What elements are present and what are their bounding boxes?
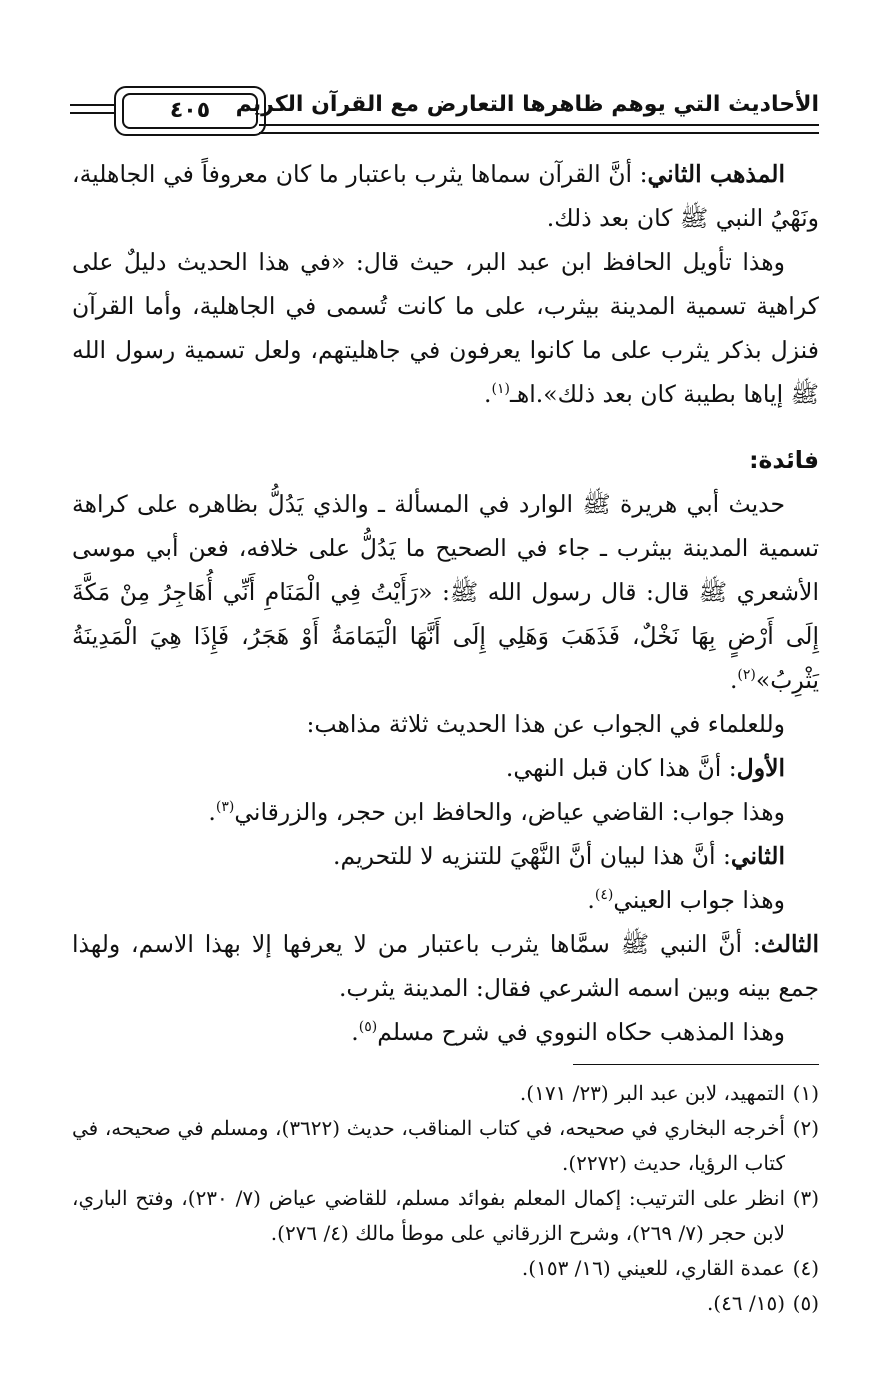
second-view [72,834,819,878]
paragraph-end: . [351,1018,359,1046]
footnote-5 [72,1286,819,1321]
first-view-label: الأول [736,754,785,782]
footnote-3 [72,1181,819,1251]
header-rule [259,124,819,134]
footnote-ref-1[interactable]: (١) [491,381,510,398]
second-view-answer [72,878,819,922]
third-view-text: : أنَّ النبي ﷺ سمَّاها يثرب باعتبار من لا يعرفها إلا بهذا الاسم، ولهذا جمع بينه وبين اسمه الشرعي فقال: المدينة يثرب. [72,930,819,1002]
first-view-answer [72,790,819,834]
paragraph-end: . [208,798,216,826]
footnote-number: (٥) [792,1291,819,1315]
second-view-label: المذهب الثاني [647,160,785,188]
paragraph-ibn-abd-al-barr [72,240,819,416]
first-view [72,746,819,790]
footnote-separator [573,1064,819,1065]
header-left-rule [70,104,114,114]
ibn-abd-al-barr-text: وهذا تأويل الحافظ ابن عبد البر، حيث قال: «في هذا الحديث دليلٌ على كراهية تسمية المدينة بيثرب، على ما كانت تُسمى في الجاهلية، وأما القرآن فنزل بذكر يثرب على ما كانوا يعرفون في جاهليتهم، ولعل تسمية رسول الله ﷺ إياها بطيبة كان بعد ذلك».اهـ [72,248,819,408]
third-view-answer [72,1010,819,1054]
hadith-text: حديث أبي هريرة ﷺ الوارد في المسألة ـ والذي يَدُلُّ بظاهره على كراهة تسمية المدينة بيثرب ـ جاء في الصحيح ما يَدُلُّ على خلافه، فعن أبي موسى الأشعري ﷺ قال: قال رسول الله ﷺ: «رَأَيْتُ فِي الْمَنَامِ أَنِّي أُهَاجِرُ مِنْ مَكَّةَ إِلَى أَرْضٍ بِهَا نَخْلٌ، فَذَهَبَ وَهَلِي إِلَى أَنَّهَا الْيَمَامَةُ أَوْ هَجَرُ، فَإِذَا هِيَ الْمَدِينَةُ يَثْرِبُ» [72,490,819,694]
paragraph-end: . [484,380,492,408]
paragraph-three-views: وللعلماء في الجواب عن هذا الحديث ثلاثة مذاهب: [306,710,785,738]
paragraph-hadith [72,482,819,702]
footnote-4 [72,1251,819,1286]
second-answer-text: وهذا جواب العيني [613,886,785,914]
paragraph-second-view [72,152,819,240]
footnote-ref-5[interactable]: (٥) [358,1019,378,1036]
third-answer-text: وهذا المذهب حكاه النووي في شرح مسلم [377,1018,785,1046]
main-text [72,152,819,1054]
footnote-number: (٢) [792,1116,819,1140]
faida-heading: فائدة: [749,446,819,474]
footnote-number: (١) [792,1081,819,1105]
second-view-text: : أنَّ القرآن سماها يثرب باعتبار ما كان معروفاً في الجاهلية، ونَهْيُ النبي ﷺ كان بعد ذلك. [72,160,819,232]
second-view-item-label: الثاني [730,842,785,870]
third-view-label: الثالث [760,930,819,958]
page-number-frame [114,86,266,136]
first-answer-text: وهذا جواب: القاضي عياض، والحافظ ابن حجر، والزرقاني [234,798,785,826]
footnote-1 [72,1076,819,1111]
footnote-number: (٤) [792,1256,819,1280]
third-view [72,922,819,1010]
footnote-text: انظر على الترتيب: إكمال المعلم بفوائد مسلم، للقاضي عياض (٧/ ٢٣٠)، وفتح الباري، لابن حجر (٧/ ٢٦٩)، وشرح الزرقاني على موطأ مالك (٤/ ٢٧٦). [72,1186,785,1245]
paragraph-end: . [729,666,738,694]
second-view-item-text: : أنَّ هذا لبيان أنَّ النَّهْيَ للتنزيه لا للتحريم. [333,842,731,870]
footnote-text: التمهيد، لابن عبد البر (٢٣/ ١٧١). [519,1081,785,1105]
paragraph-end: . [587,886,595,914]
page-number: ٤٠٥ [122,93,258,129]
first-view-text: : أنَّ هذا كان قبل النهي. [505,754,737,782]
footnote-text: (١٥/ ٤٦). [706,1291,785,1315]
page-header [70,80,819,140]
footnote-ref-4[interactable]: (٤) [594,887,614,904]
footnote-number: (٣) [792,1186,819,1210]
footnote-ref-3[interactable]: (٣) [215,799,235,816]
footnote-2 [72,1111,819,1181]
footnote-text: أخرجه البخاري في صحيحه، في كتاب المناقب، حديث (٣٦٢٢)، ومسلم في صحيحه، في كتاب الرؤيا، حديث (٢٢٧٢). [72,1116,785,1175]
footnote-text: عمدة القاري، للعيني (١٦/ ١٥٣). [521,1256,785,1280]
footnote-ref-2[interactable]: (٢) [737,667,756,684]
running-title: الأحاديث التي يوهم ظاهرها التعارض مع القرآن الكريم [235,92,819,117]
footnotes [72,1076,819,1321]
